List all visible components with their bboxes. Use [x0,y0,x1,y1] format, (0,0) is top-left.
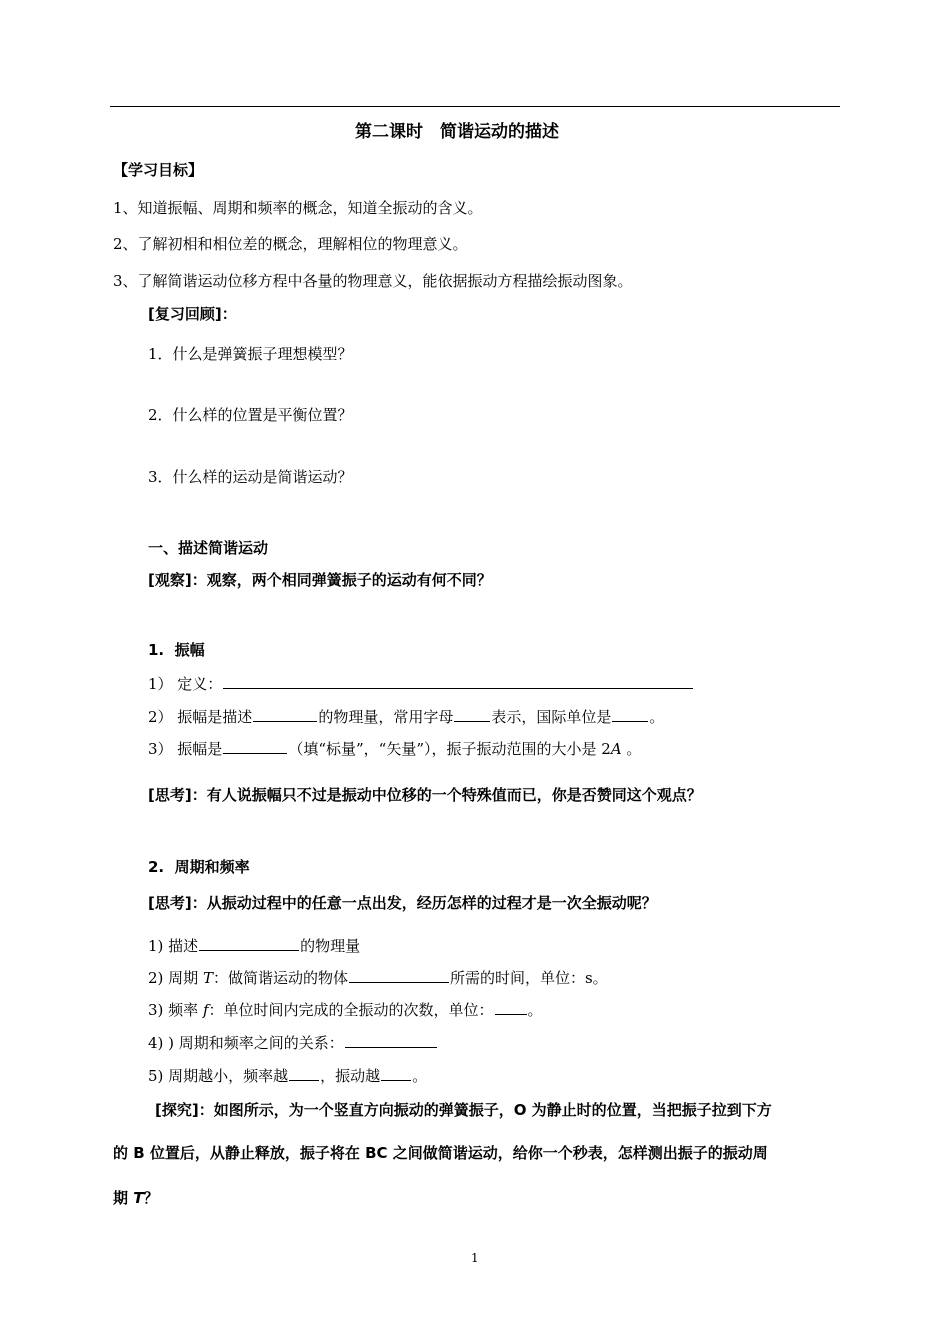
text-span: ：单位时间内完成的全振动的次数，单位： [208,1001,494,1019]
variable-T: T [133,1189,144,1207]
review-question: 3．什么样的运动是简谐运动？ [148,468,353,486]
goal-item: 2、了解初相和相位差的概念，理解相位的物理意义。 [113,235,468,253]
explore-paragraph-line-2: 的 B 位置后，从静止释放，振子将在 BC 之间做简谐运动，给你一个秒表，怎样测出振子的振动周 [113,1144,768,1162]
text-span: 1) 描述 [148,937,199,955]
text-span: ？ [143,1189,159,1207]
review-question: 1．什么是弹簧振子理想模型？ [148,345,353,363]
variable-A: A [610,740,622,758]
goals-heading: 【学习目标】 [113,161,204,179]
answer-blank[interactable] [223,672,693,689]
period-heading [148,857,250,877]
observe-prompt: [观察]：观察，两个相同弹簧振子的运动有何不同？ [148,571,492,589]
page-title: 第二课时 简谐运动的描述 [355,122,559,142]
text-span: 的物理量，常用字母 [318,708,454,726]
amplitude-definition-line [148,672,694,694]
variable-f: f [202,1001,209,1019]
amplitude-definition-label: 1） 定义： [148,675,223,693]
text-span: 表示，国际单位是 [491,708,612,726]
answer-blank[interactable] [223,737,287,754]
amplitude-heading-number: 1. [148,641,165,659]
text-span: 。 [527,1001,543,1019]
review-question: 2．什么样的位置是平衡位置？ [148,406,353,424]
variable-T: T [202,969,213,987]
answer-blank[interactable] [454,705,490,722]
explore-paragraph-line-1: [探究]：如图所示，为一个竖直方向振动的弹簧振子，O 为静止时的位置，当把振子拉到下方 [155,1101,772,1119]
answer-blank[interactable] [289,1064,319,1081]
text-span: 的物理量 [300,937,361,955]
text-span: （填“标量”，“矢量”），振子振动范围的大小是 2 [288,740,611,758]
review-heading: [复习回顾]： [148,305,237,323]
text-span: 期 [113,1189,134,1207]
period-line-2 [148,966,608,988]
answer-blank[interactable] [345,1031,437,1048]
period-line-4 [148,1031,438,1053]
text-span: 。 [621,740,642,758]
text-span: 。 [649,708,665,726]
text-span: 。 [412,1067,428,1085]
period-heading-text: 周期和频率 [174,858,250,876]
period-line-3 [148,998,543,1020]
text-span: ：做简谐运动的物体 [212,969,348,987]
amplitude-heading-text: 振幅 [174,641,205,659]
answer-blank[interactable] [381,1064,411,1081]
amplitude-heading [148,640,205,660]
explore-paragraph-line-3 [113,1188,158,1208]
text-span: 3) 频率 [148,1001,203,1019]
period-line-1 [148,934,360,956]
answer-blank[interactable] [199,934,299,951]
text-span: ，振动越 [320,1067,381,1085]
text-span: 5) 周期越小，频率越 [148,1067,289,1085]
header-rule [110,106,840,107]
goal-item: 1、知道振幅、周期和频率的概念，知道全振动的含义。 [113,199,483,217]
answer-blank[interactable] [349,966,449,983]
text-span: 2) 周期 [148,969,203,987]
think-prompt: [思考]：有人说振幅只不过是振动中位移的一个特殊值而已，你是否赞同这个观点？ [148,786,702,804]
period-heading-number: 2. [148,858,165,876]
amplitude-scalar-line [148,737,641,759]
think-prompt: [思考]：从振动过程中的任意一点出发，经历怎样的过程才是一次全振动呢？ [148,894,657,912]
period-line-5 [148,1064,427,1086]
answer-blank[interactable] [612,705,648,722]
text-span: 所需的时间，单位：s。 [449,969,608,987]
amplitude-describe-line [148,705,664,727]
text-span: 3） 振幅是 [148,740,223,758]
answer-blank[interactable] [495,998,527,1015]
section-heading: 一、描述简谐运动 [148,539,269,557]
goal-item: 3、了解简谐运动位移方程中各量的物理意义，能依据振动方程描绘振动图象。 [113,272,633,290]
page-number: 1 [471,1251,479,1265]
answer-blank[interactable] [253,705,317,722]
text-span: 2） 振幅是描述 [148,708,253,726]
text-span: 4) ) 周期和频率之间的关系： [148,1034,344,1052]
